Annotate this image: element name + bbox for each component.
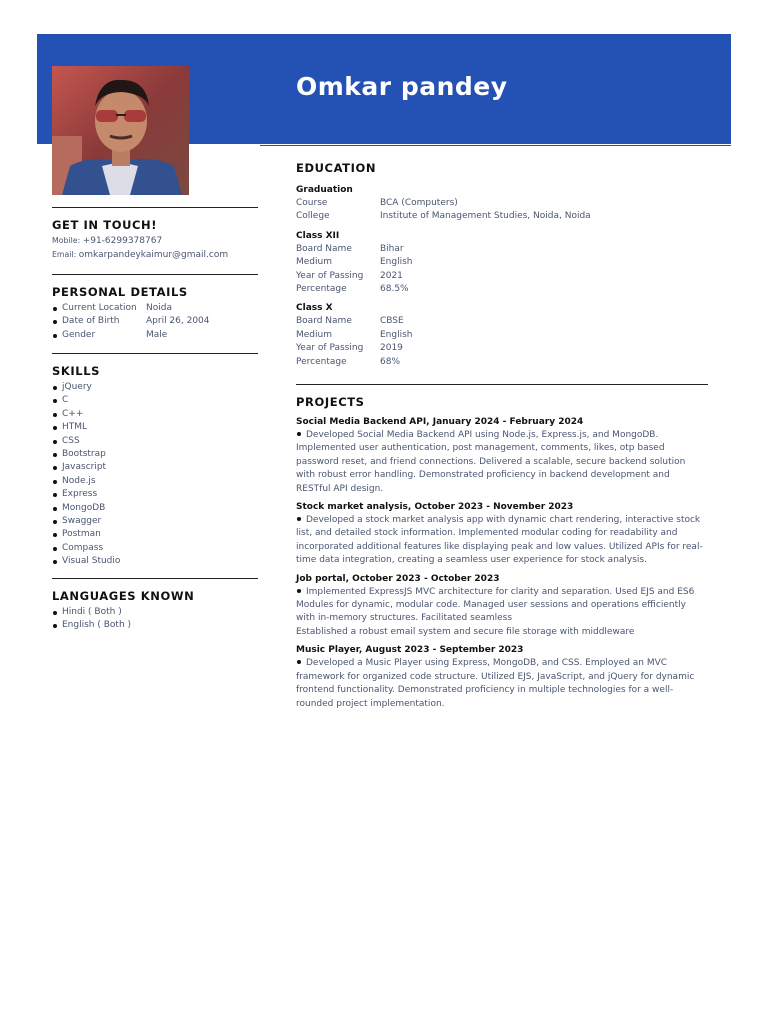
edu-row <box>296 315 708 328</box>
skill-item: Postman <box>52 528 258 541</box>
email-label: Email: <box>52 250 77 259</box>
skill-item: Node.js <box>52 475 258 488</box>
personal-list <box>52 302 258 342</box>
skill-item: Bootstrap <box>52 448 258 461</box>
class12-title: Class XII <box>296 230 340 241</box>
edu-row <box>296 243 708 256</box>
description-line: with in-memory structures. Facilitated seamless <box>296 613 513 624</box>
edu-label: Year of Passing <box>296 270 364 281</box>
project-item <box>296 573 708 640</box>
skill-item: CSS <box>52 435 258 448</box>
education-section <box>296 161 708 369</box>
projects-section <box>296 384 708 711</box>
description-line: time data integration, creating a seamless user experience for stock analysis. <box>296 555 647 566</box>
edu-row <box>296 342 708 355</box>
list-item <box>52 315 258 328</box>
profile-photo <box>52 66 189 195</box>
skill-item: HTML <box>52 421 258 434</box>
edu-label: Medium <box>296 329 332 340</box>
personal-section <box>52 274 258 342</box>
edu-value: Bihar <box>380 243 404 254</box>
description-line: Developed a Music Player using Express, MongoDB, and CSS. Employed an MVC <box>306 658 668 669</box>
project-title: Music Player, August 2023 - September 2023 <box>296 645 524 656</box>
edu-label: Board Name <box>296 243 352 254</box>
skill-item: jQuery <box>52 381 258 394</box>
mobile-line <box>52 234 258 248</box>
description-line: Developed Social Media Backend API using Node.js, Express.js, and MongoDB. <box>306 430 659 440</box>
description-line: Implemented user authentication, post management, comments, likes, otp based <box>296 443 665 454</box>
language-item: Hindi ( Both ) <box>52 606 258 619</box>
contact-section <box>52 207 258 262</box>
project-description <box>296 514 708 568</box>
edu-row <box>296 256 708 269</box>
candidate-name: Omkar pandey <box>296 72 508 101</box>
bullet-icon <box>297 589 301 593</box>
email-line <box>52 248 258 262</box>
edu-value: 68.5% <box>380 284 409 295</box>
description-line: password reset, and friend connections. Delivered a scalable, secure backend solution <box>296 456 686 467</box>
description-line: with robust error handling. Demonstrated proficiency in backend development and <box>296 470 670 481</box>
edu-row <box>296 210 708 223</box>
mobile-label: Mobile: <box>52 236 81 245</box>
contact-title: GET IN TOUCH! <box>52 218 158 232</box>
project-description <box>296 657 708 711</box>
skill-item: Javascript <box>52 461 258 474</box>
detail-label: Date of Birth <box>62 316 120 327</box>
section-divider <box>296 384 708 385</box>
languages-list <box>52 606 258 633</box>
email-link[interactable]: omkarpandeykaimur@gmail.com <box>78 250 229 260</box>
skills-title: SKILLS <box>52 364 101 378</box>
edu-value: 68% <box>380 356 401 367</box>
project-item <box>296 501 708 568</box>
description-line: RESTful API design. <box>296 483 384 494</box>
section-divider <box>52 353 258 354</box>
skill-item: C <box>52 394 258 407</box>
edu-value: 2021 <box>380 270 403 281</box>
project-description <box>296 429 708 496</box>
skill-item: C++ <box>52 408 258 421</box>
skill-item: Express <box>52 488 258 501</box>
class10-title: Class X <box>296 303 333 314</box>
edu-label: Medium <box>296 257 332 268</box>
project-description <box>296 586 708 640</box>
language-item: English ( Both ) <box>52 619 258 632</box>
skill-item: Swagger <box>52 515 258 528</box>
personal-title: PERSONAL DETAILS <box>52 285 188 299</box>
edu-row <box>296 283 708 296</box>
edu-value: CBSE <box>380 316 404 327</box>
edu-label: Percentage <box>296 284 347 295</box>
skill-item: MongoDB <box>52 502 258 515</box>
mobile-number[interactable]: +91-6299378767 <box>82 236 163 246</box>
bullet-icon <box>297 660 301 664</box>
header-divider <box>260 145 731 146</box>
edu-value: English <box>380 329 413 340</box>
detail-label: Gender <box>62 329 96 340</box>
skill-item: Visual Studio <box>52 555 258 568</box>
description-line: Implemented ExpressJS MVC architecture for clarity and separation. Used EJS and ES6 <box>306 586 695 597</box>
detail-value: Noida <box>146 303 172 313</box>
edu-label: Year of Passing <box>296 343 364 354</box>
edu-label: Course <box>296 198 328 208</box>
project-title: Stock market analysis, October 2023 - November 2023 <box>296 502 574 513</box>
edu-value: Institute of Management Studies, Noida, Noida <box>380 211 591 222</box>
project-title: Job portal, October 2023 - October 2023 <box>296 573 500 584</box>
project-title: Social Media Backend API, January 2024 - February 2024 <box>296 417 584 427</box>
section-divider <box>52 207 258 208</box>
list-item <box>52 329 258 342</box>
education-title: EDUCATION <box>296 161 377 175</box>
description-line: Modules for dynamic, modular code. Managed user sessions and operations efficiently <box>296 600 686 611</box>
bullet-icon <box>297 432 301 436</box>
section-divider <box>52 274 258 275</box>
edu-value: 2019 <box>380 343 403 354</box>
description-line: Developed a stock market analysis app with dynamic chart rendering, interactive stock <box>306 515 701 526</box>
edu-label: Percentage <box>296 356 347 367</box>
description-line: incorporated additional features like displaying peak and low values. Utilized APIs for real- <box>296 541 703 552</box>
description-line: frontend functionality. Demonstrated proficiency in multiple technologies for a well- <box>296 685 674 696</box>
description-line: Established a robust email system and secure file storage with middleware <box>296 626 635 637</box>
projects-title: PROJECTS <box>296 395 365 409</box>
list-item <box>52 302 258 315</box>
project-item <box>296 644 708 711</box>
edu-value: English <box>380 257 413 268</box>
project-item <box>296 416 708 496</box>
detail-label: Current Location <box>62 303 137 313</box>
languages-section <box>52 578 258 633</box>
description-line: list, and detailed stock information. Implemented modular coding for readability and <box>296 528 678 539</box>
edu-label: College <box>296 211 330 222</box>
skills-list <box>52 381 258 569</box>
edu-value: BCA (Computers) <box>380 198 458 208</box>
edu-row <box>296 197 708 210</box>
bullet-icon <box>297 517 301 521</box>
description-line: framework for organized code structure. Utilized EJS, JavaScript, and jQuery for dynamic <box>296 671 695 682</box>
edu-label: Board Name <box>296 316 352 327</box>
edu-row <box>296 356 708 369</box>
graduation-title: Graduation <box>296 185 353 195</box>
edu-row <box>296 329 708 342</box>
languages-title: LANGUAGES KNOWN <box>52 589 195 603</box>
edu-row <box>296 270 708 283</box>
section-divider <box>52 578 258 579</box>
skills-section <box>52 353 258 569</box>
skill-item: Compass <box>52 542 258 555</box>
detail-value: April 26, 2004 <box>146 316 210 327</box>
description-line: rounded project implementation. <box>296 698 445 709</box>
detail-value: Male <box>146 329 168 340</box>
